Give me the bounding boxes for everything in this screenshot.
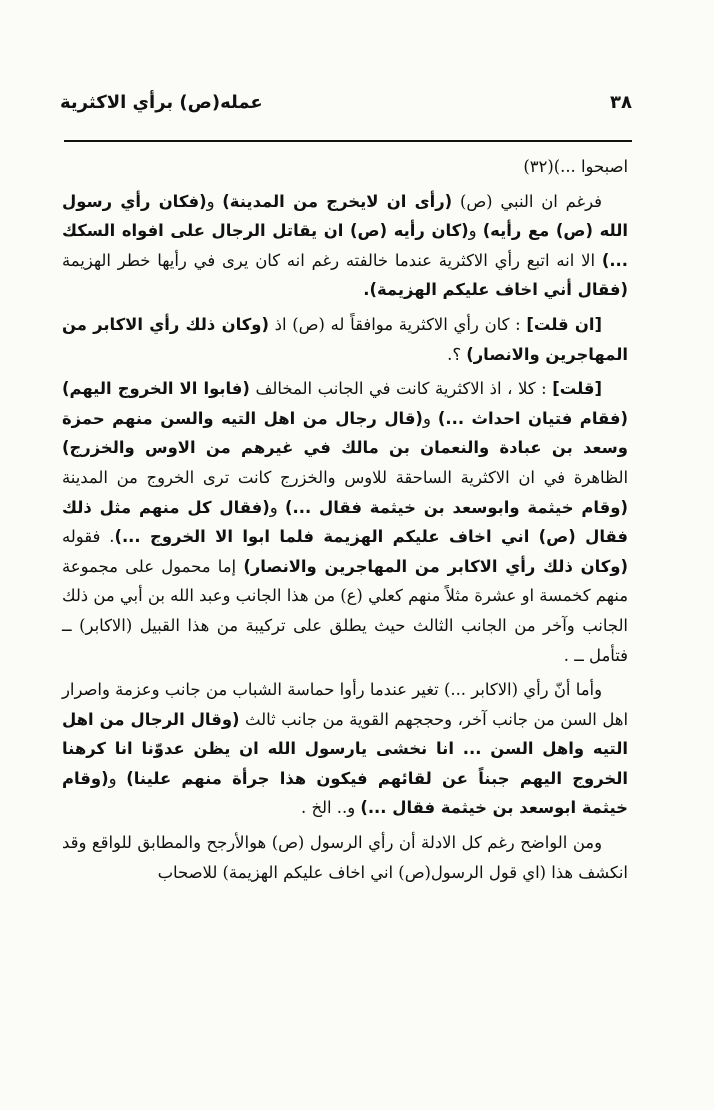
- text-run: الظاهرة في ان الاكثرية الساحقة للاوس والخزرج كانت ترى الخروج من المدينة: [62, 467, 628, 487]
- paragraph: [62, 310, 628, 369]
- quoted-text: (فكان رأي رسول الله (ص) مع رأيه): [62, 191, 628, 241]
- quoted-text: (وقال الرجال من اهل التيه واهل السن ... انا نخشى يارسول الله ان يظن عدوّنا انا كرهنا الخروج اليهم جبناً عن لقائهم فيكون هذا جرأة منهم علينا): [62, 709, 628, 788]
- paragraph: [62, 374, 628, 670]
- text-run: و: [269, 497, 286, 517]
- header-rule: [64, 140, 632, 142]
- text-run: ؟.: [447, 344, 467, 364]
- text-run: الا انه اتبع رأي الاكثرية عندما خالفته رغم انه كان يرى في رأيها خطر الهزيمة: [62, 250, 602, 270]
- quoted-text: (كان رأيه (ص) ان يقاتل الرجال على افواه السكك ...): [62, 221, 628, 270]
- page-number: ٣٨: [610, 92, 632, 113]
- quoted-text: (وقام خيثمة ابوسعد بن خيثمة فقال ...): [62, 768, 628, 818]
- body-text: [62, 152, 628, 892]
- text-run: اصبحوا ...)(٣٢): [523, 157, 628, 176]
- paragraph: [62, 828, 628, 887]
- paragraph: [62, 152, 628, 182]
- quoted-text: [قلت]: [552, 379, 603, 399]
- text-run: : كان رأي الاكثرية موافقاً له (ص) اذ: [268, 314, 527, 334]
- quoted-text: (فقام فتيان احداث ...): [437, 408, 628, 428]
- text-run: وأما أنّ رأي (الاكابر ...) تغير عندما رأوا حماسة الشباب من جانب وعزمة واصرار اهل السن من جانب آخر، وحججهم القوية من جانب ثالث: [62, 680, 628, 729]
- quoted-text: (فقال أني اخاف عليكم الهزيمة).: [363, 280, 628, 300]
- text-run: و: [108, 768, 127, 788]
- quoted-text: [ان قلت]: [526, 314, 602, 334]
- quoted-text: (رأى ان لايخرج من المدينة): [222, 191, 453, 211]
- text-run: : كلا ، اذ الاكثرية كانت في الجانب المخالف: [249, 379, 553, 399]
- quoted-text: (وقام خيثمة وابوسعد بن خيثمة فقال ...): [285, 497, 628, 517]
- text-run: و: [422, 408, 438, 428]
- quoted-text: (وكان ذلك رأي الاكابر من المهاجرين والانصار): [62, 314, 628, 364]
- running-title: عمله(ص) برأي الاكثرية: [60, 92, 263, 113]
- paragraph: [62, 675, 628, 823]
- paragraph: [62, 187, 628, 305]
- quoted-text: (قال رجال من اهل التيه والسن منهم حمزة وسعد بن عبادة والنعمان بن مالك في غيرهم من الاوس والخزرج): [62, 408, 628, 458]
- text-run: إما محمول على مجموعة منهم كخمسة او عشرة مثلاً منهم كعلي (ع) من هذا الجانب وعبد الله بن أبي من ذلك الجانب وآخر من الجانب الثالث حيث يطلق على تركيبة من هذا القبيل (الاكابر) ــ فتأمل ــ .: [62, 556, 628, 665]
- quoted-text: (وكان ذلك رأي الاكابر من المهاجرين والانصار): [243, 556, 628, 576]
- quoted-text: (فابوا الا الخروج اليهم): [62, 379, 250, 399]
- text-run: و: [468, 221, 483, 241]
- text-run: . فقوله: [62, 527, 115, 547]
- text-run: و.. الخ .: [301, 798, 361, 818]
- text-run: فرغم ان النبي (ص): [452, 191, 602, 211]
- quoted-text: (فقال كل منهم مثل ذلك فقال (ص) اني اخاف عليكم الهزيمة فلما ابوا الا الخروج ...): [62, 497, 628, 547]
- page-header: [60, 92, 632, 113]
- text-run: ومن الواضح رغم كل الادلة أن رأي الرسول (ص) هوالأرجح والمطابق للواقع وقد انكشف هذا (اي قول الرسول(ص) اني اخاف عليكم الهزيمة) للاصحاب: [62, 833, 628, 882]
- text-run: و: [206, 191, 223, 211]
